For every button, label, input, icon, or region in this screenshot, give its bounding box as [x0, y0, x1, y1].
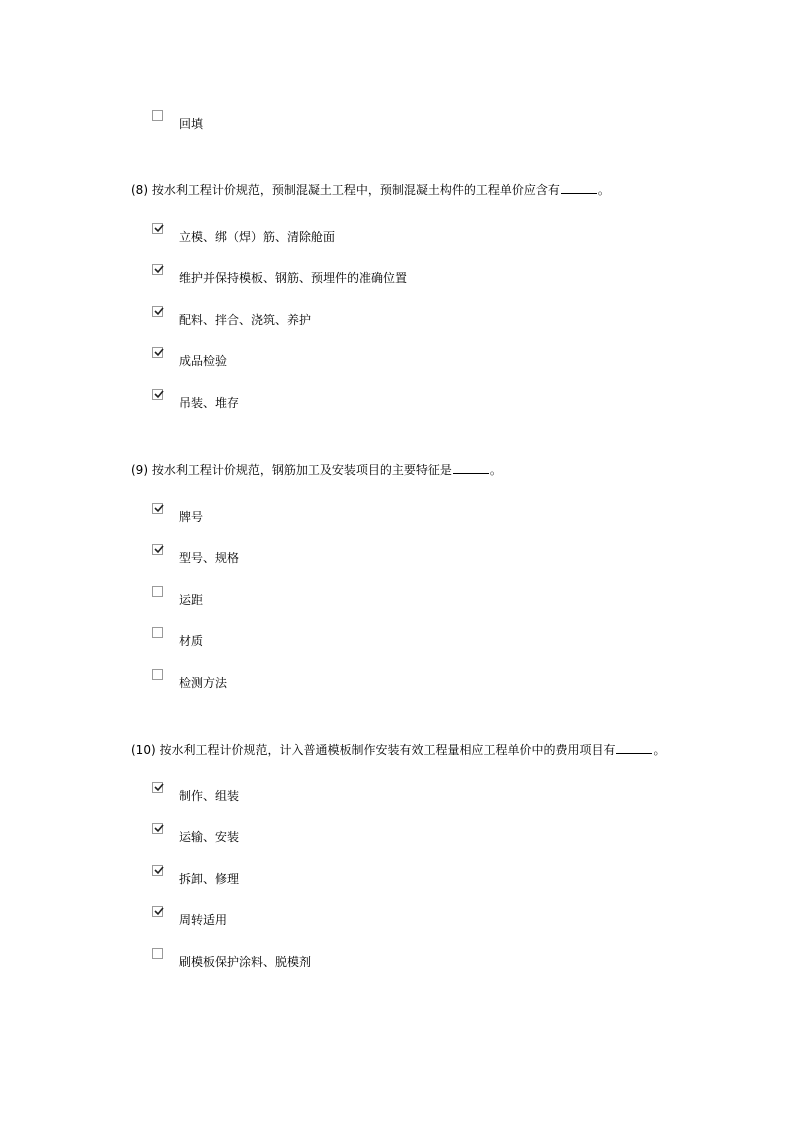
- question-body: 按水利工程计价规范，钢筋加工及安装项目的主要特征是: [151, 463, 452, 477]
- option-label: 吊装、堆存: [179, 396, 240, 410]
- question-text: [131, 741, 666, 758]
- option-label: 制作、组装: [179, 789, 240, 803]
- checkbox-unchecked[interactable]: [152, 948, 163, 959]
- option-label: 型号、规格: [179, 551, 240, 565]
- option-label: 周转适用: [179, 913, 228, 927]
- option-label: 回填: [179, 117, 204, 131]
- option-label: 成品检验: [179, 354, 228, 368]
- checkbox-checked[interactable]: [152, 347, 163, 358]
- checkbox-checked[interactable]: [152, 264, 163, 275]
- option-label: 牌号: [179, 510, 204, 524]
- checkbox-checked[interactable]: [152, 223, 163, 234]
- checkbox-unchecked[interactable]: [152, 586, 163, 597]
- answer-blank: [453, 463, 489, 474]
- answer-blank: [561, 183, 597, 194]
- question-body: 按水利工程计价规范，计入普通模板制作安装有效工程量相应工程单价中的费用项目有: [159, 743, 616, 757]
- option-label: 刷模板保护涂料、脱模剂: [179, 955, 312, 969]
- question-number: (8): [131, 183, 148, 197]
- option-label: 检测方法: [179, 676, 228, 690]
- answer-blank: [616, 743, 652, 754]
- question-end: 。: [489, 463, 502, 477]
- checkbox-unchecked[interactable]: [152, 110, 163, 121]
- checkbox-checked[interactable]: [152, 782, 163, 793]
- checkbox-checked[interactable]: [152, 544, 163, 555]
- question-body: 按水利工程计价规范，预制混凝土工程中，预制混凝土构件的工程单价应含有: [151, 183, 560, 197]
- option-label: 运输、安装: [179, 830, 240, 844]
- option-label: 拆卸、修理: [179, 872, 240, 886]
- checkbox-checked[interactable]: [152, 906, 163, 917]
- checkbox-checked[interactable]: [152, 306, 163, 317]
- question-number: (10): [131, 743, 156, 757]
- option-label: 运距: [179, 593, 204, 607]
- checkbox-checked[interactable]: [152, 865, 163, 876]
- checkbox-unchecked[interactable]: [152, 669, 163, 680]
- checkbox-checked[interactable]: [152, 823, 163, 834]
- option-label: 配料、拌合、浇筑、养护: [179, 313, 312, 327]
- question-text: [131, 181, 610, 198]
- checkbox-unchecked[interactable]: [152, 627, 163, 638]
- checkbox-checked[interactable]: [152, 503, 163, 514]
- option-label: 立模、绑（焊）筋、清除舱面: [179, 230, 336, 244]
- option-label: 材质: [179, 634, 204, 648]
- checkbox-checked[interactable]: [152, 389, 163, 400]
- question-text: [131, 461, 502, 478]
- option-label: 维护并保持模板、钢筋、预埋件的准确位置: [179, 271, 408, 285]
- question-end: 。: [653, 743, 666, 757]
- question-number: (9): [131, 463, 148, 477]
- question-end: 。: [597, 183, 610, 197]
